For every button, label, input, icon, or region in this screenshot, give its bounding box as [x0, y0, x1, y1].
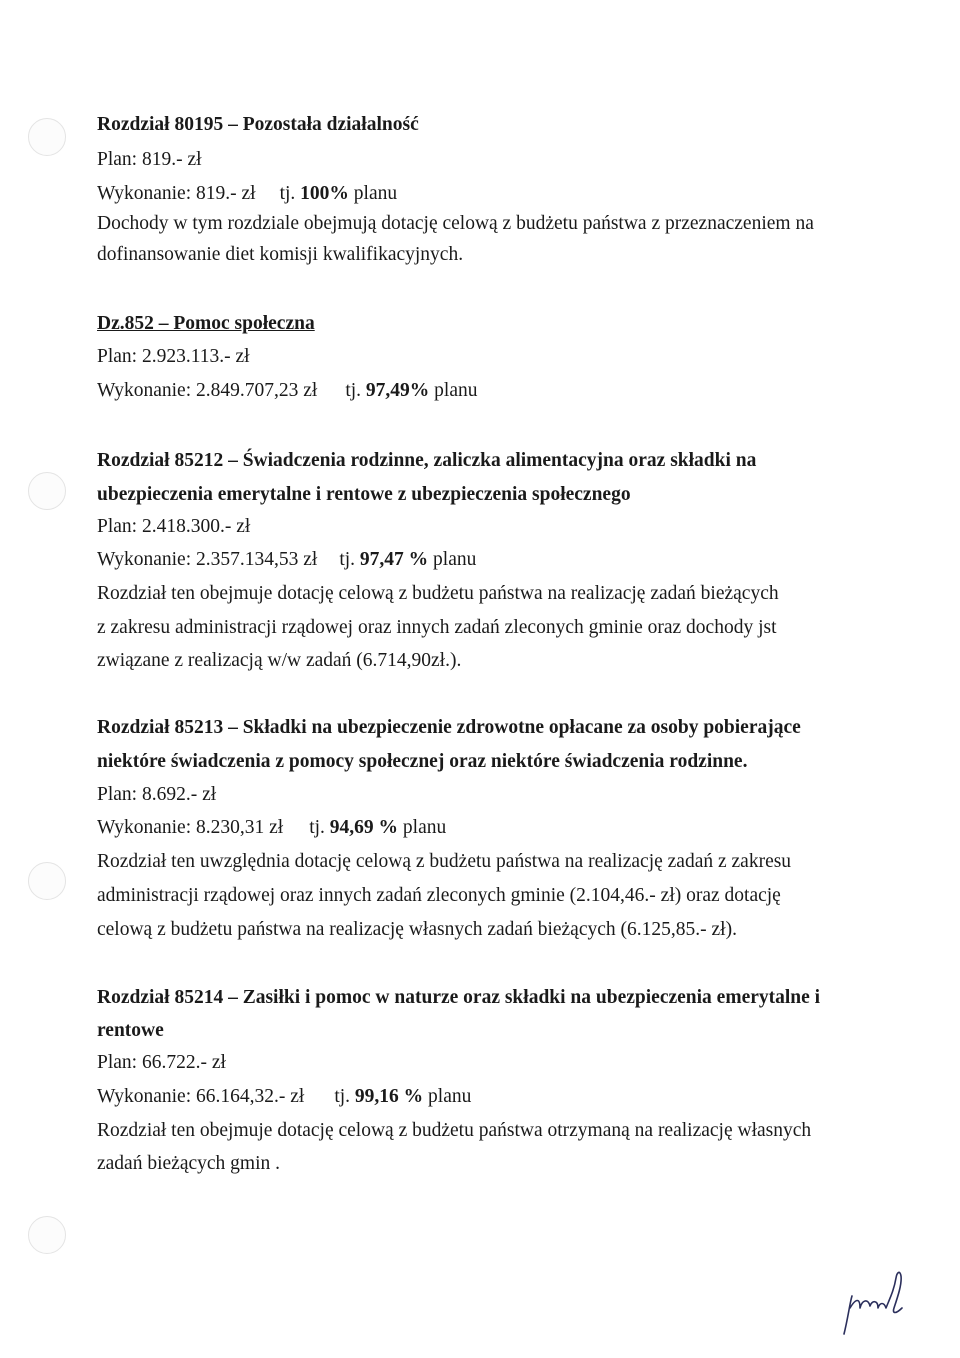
- body-line: dofinansowanie diet komisji kwalifikacyjnych.: [97, 244, 464, 265]
- execution-85214: Wykonanie: 66.164,32.- zł: [97, 1086, 305, 1107]
- punch-hole: [28, 118, 66, 156]
- percent-suffix: planu: [353, 183, 398, 204]
- section-heading-85213-cont: niektóre świadczenia z pomocy społecznej oraz niektóre świadczenia rodzinne.: [97, 751, 748, 772]
- body-line: Dochody w tym rozdziale obejmują dotację celową z budżetu państwa z przeznaczeniem na: [97, 213, 814, 234]
- section-heading-85212-cont: ubezpieczenia emerytalne i rentowe z ubezpieczenia społecznego: [97, 484, 631, 505]
- section-heading-85213: Rozdział 85213 – Składki na ubezpieczenie zdrowotne opłacane za osoby pobierające: [97, 717, 801, 738]
- percent-80195: 100%: [300, 183, 349, 204]
- tj-label: tj.: [279, 183, 296, 204]
- plan-85213: Plan: 8.692.- zł: [97, 784, 217, 805]
- execution-row-80195: [97, 184, 397, 204]
- body-line: Rozdział ten uwzględnia dotację celową z budżetu państwa na realizację zadań z zakresu: [97, 851, 792, 872]
- body-line: związane z realizacją w/w zadań (6.714,90zł.).: [97, 650, 462, 671]
- tj-label: tj.: [345, 380, 362, 401]
- body-line: celową z budżetu państwa na realizację własnych zadań bieżących (6.125,85.- zł).: [97, 919, 737, 940]
- plan-80195: Plan: 819.- zł: [97, 149, 202, 170]
- execution-80195: Wykonanie: 819.- zł: [97, 183, 256, 204]
- percent-suffix: planu: [428, 1086, 472, 1107]
- body-line: administracji rządowej oraz innych zadań zleconych gminie (2.104,46.- zł) oraz dotację: [97, 885, 781, 906]
- execution-row-85213: [97, 818, 446, 838]
- execution-85212: Wykonanie: 2.357.134,53 zł: [97, 549, 318, 570]
- percent-85213: 94,69 %: [329, 817, 399, 838]
- body-line: Rozdział ten obejmuje dotację celową z budżetu państwa na realizację zadań bieżących: [97, 583, 779, 604]
- body-line: zadań bieżących gmin .: [97, 1153, 280, 1174]
- plan-85212: Plan: 2.418.300.- zł: [97, 516, 251, 537]
- tj-label: tj.: [309, 817, 325, 838]
- percent-85212: 97,47 %: [359, 549, 429, 570]
- execution-85213: Wykonanie: 8.230,31 zł: [97, 817, 284, 838]
- section-heading-80195: Rozdział 80195 – Pozostała działalność: [97, 114, 419, 135]
- execution-row-85212: [97, 550, 476, 570]
- percent-suffix: planu: [402, 817, 447, 838]
- percent-85214: 99,16 %: [354, 1086, 424, 1107]
- plan-85214: Plan: 66.722.- zł: [97, 1052, 226, 1073]
- division-heading-852: Dz.852 – Pomoc społeczna: [97, 313, 315, 334]
- execution-852: Wykonanie: 2.849.707,23 zł: [97, 380, 318, 401]
- section-heading-85214: Rozdział 85214 – Zasiłki i pomoc w naturze oraz składki na ubezpieczenia emerytalne i: [97, 987, 821, 1008]
- punch-hole: [28, 1216, 66, 1254]
- tj-label: tj.: [339, 549, 356, 570]
- plan-852: Plan: 2.923.113.- zł: [97, 346, 250, 367]
- percent-suffix: planu: [433, 549, 477, 570]
- punch-hole: [28, 862, 66, 900]
- percent-852: 97,49%: [365, 380, 430, 401]
- percent-suffix: planu: [434, 380, 478, 401]
- execution-row-85214: [97, 1087, 471, 1107]
- body-line: z zakresu administracji rządowej oraz innych zadań zleconych gminie oraz dochody jst: [97, 617, 777, 638]
- execution-row-852: [97, 381, 478, 401]
- section-heading-85212: Rozdział 85212 – Świadczenia rodzinne, zaliczka alimentacyjna oraz składki na: [97, 450, 757, 471]
- handwritten-signature: [838, 1268, 918, 1338]
- tj-label: tj.: [334, 1086, 351, 1107]
- punch-hole: [28, 472, 66, 510]
- section-heading-85214-cont: rentowe: [97, 1020, 164, 1041]
- body-line: Rozdział ten obejmuje dotację celową z budżetu państwa otrzymaną na realizację własnych: [97, 1120, 812, 1141]
